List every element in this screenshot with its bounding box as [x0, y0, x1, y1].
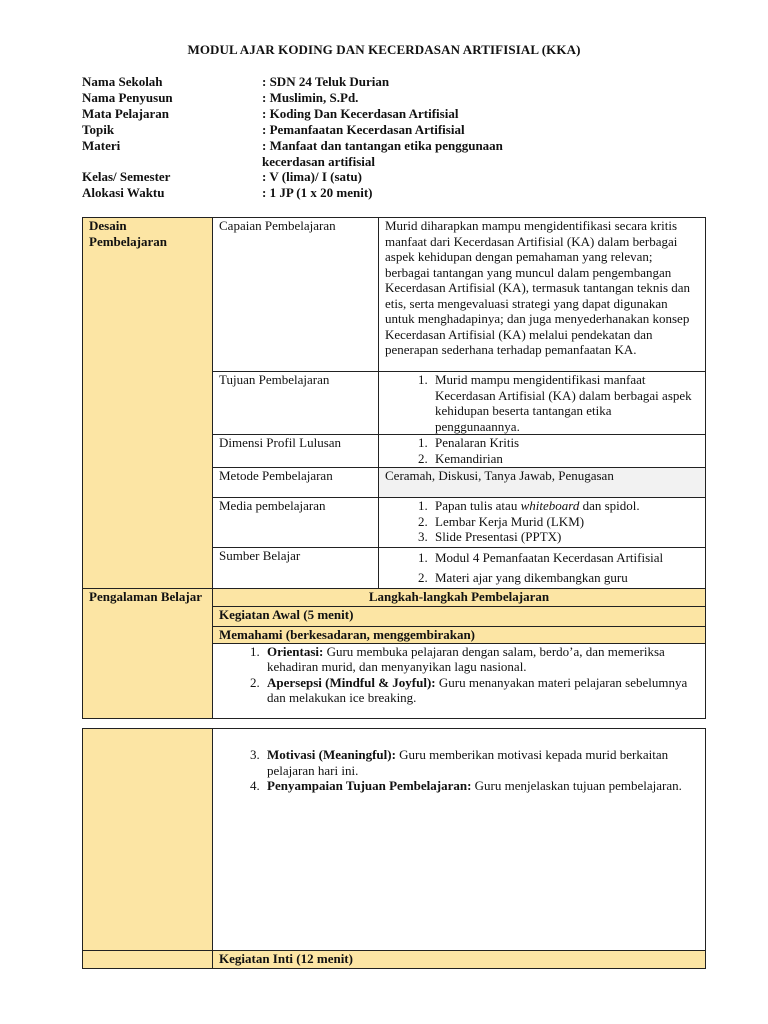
media-text-italic: whiteboard — [520, 498, 580, 513]
media-cell — [379, 498, 706, 548]
section-label-desain: Desain Pembelajaran — [83, 218, 213, 589]
tujuan-list — [385, 372, 699, 434]
info-value: : SDN 24 Teluk Durian — [262, 74, 390, 89]
side-label-continued — [83, 951, 213, 969]
kegiatan-awal-steps — [213, 643, 706, 718]
row-label-tujuan: Tujuan Pembelajaran — [213, 372, 379, 435]
list-item: 1. Murid mampu mengidentifikasi manfaat Kecerdasan Artifisial (KA) dalam berbagai aspek kehidupan beserta tantangan etika penggunaannya. — [431, 372, 699, 434]
info-key: Mata Pelajaran — [82, 106, 170, 121]
step-title: Penyampaian Tujuan Pembelajaran: — [267, 778, 472, 793]
info-value: : 1 JP (1 x 20 menit) — [262, 185, 373, 200]
row-label-media: Media pembelajaran — [213, 498, 379, 548]
section-label-pengalaman: Pengalaman Belajar — [83, 589, 213, 719]
side-label-continued — [83, 729, 213, 951]
media-text: Papan tulis atau — [435, 498, 521, 513]
dimensi-cell — [379, 435, 706, 468]
list-item: 2. Lembar Kerja Murid (LKM) — [431, 514, 699, 530]
info-value: : Manfaat dan tantangan etika penggunaan kecerdasan artifisial — [262, 138, 503, 169]
media-list — [385, 498, 699, 545]
list-item — [263, 675, 699, 706]
list-item — [263, 644, 699, 675]
step-title: Apersepsi (Mindful & Joyful): — [267, 674, 436, 690]
info-value: : Pemanfaatan Kecerdasan Artifisial — [262, 122, 465, 137]
list-item: 2. Materi ajar yang dikembangkan guru — [431, 568, 699, 588]
info-value: : Muslimin, S.Pd. — [262, 90, 359, 105]
media-text: dan spidol. — [579, 498, 640, 513]
list-item: 1. Modul 4 Pemanfaatan Kecerdasan Artifisial — [431, 548, 699, 568]
list-item — [263, 778, 699, 794]
step-title: Orientasi: — [267, 643, 324, 659]
info-key: Nama Sekolah — [82, 74, 163, 89]
steps-list — [219, 644, 699, 706]
info-key: Topik — [82, 122, 115, 137]
kegiatan-awal-steps-continued — [213, 729, 706, 951]
row-label-metode: Metode Pembelajaran — [213, 468, 379, 498]
info-key: Alokasi Waktu — [82, 185, 165, 200]
sumber-list — [385, 548, 699, 588]
step-text: Guru memberikan motivasi kepada murid berkaitan pelajaran hari ini. — [267, 747, 669, 778]
step-text: Guru menanyakan materi pelajaran sebelumnya dan melakukan ice breaking. — [267, 674, 688, 705]
row-label-capaian: Capaian Pembelajaran — [213, 218, 379, 372]
step-text: Guru membuka pelajaran dengan salam, berdo’a, dan memeriksa kehadiran murid, dan menyanyikan lagu nasional. — [267, 643, 665, 674]
module-table — [82, 217, 706, 719]
list-item: 2. Kemandirian — [431, 451, 699, 467]
step-title: Motivasi (Meaningful): — [267, 747, 396, 762]
document-title: MODUL AJAR KODING DAN KECERDASAN ARTIFISIAL (KKA) — [187, 42, 581, 57]
kegiatan-inti-header: Kegiatan Inti (12 menit) — [213, 951, 706, 969]
step-text: Guru menjelaskan tujuan pembelajaran. — [471, 778, 682, 793]
kegiatan-awal-header: Kegiatan Awal (5 menit) — [213, 607, 706, 627]
info-key: Nama Penyusun — [82, 90, 173, 105]
list-item — [263, 747, 699, 778]
list-item — [431, 498, 699, 514]
steps-list — [219, 747, 699, 794]
list-item: 3. Slide Presentasi (PPTX) — [431, 529, 699, 545]
info-key: Kelas/ Semester — [82, 169, 171, 184]
tujuan-cell — [379, 372, 706, 435]
info-value: : Koding Dan Kecerdasan Artifisial — [262, 106, 459, 121]
row-label-dimensi: Dimensi Profil Lulusan — [213, 435, 379, 468]
module-table-page2 — [82, 728, 706, 969]
memahami-header: Memahami (berkesadaran, menggembirakan) — [213, 627, 706, 644]
info-key: Materi — [82, 138, 121, 153]
dimensi-list — [385, 435, 699, 466]
list-item: 1. Penalaran Kritis — [431, 435, 699, 451]
info-value: : V (lima)/ I (satu) — [262, 169, 362, 184]
sumber-cell — [379, 548, 706, 589]
metode-text: Ceramah, Diskusi, Tanya Jawab, Penugasan — [379, 468, 706, 498]
langkah-header: Langkah-langkah Pembelajaran — [213, 589, 706, 607]
row-label-sumber: Sumber Belajar — [213, 548, 379, 589]
capaian-text: Murid diharapkan mampu mengidentifikasi secara kritis manfaat dari Kecerdasan Artifisial (KA) dalam berbagai aspek kehidupan dengan pemahaman yang relevan; berbagai tantangan yang muncul dalam pengembangan Kecerdasan Artifisial (KA), termasuk tantangan teknis dan etis, serta mengevaluasi strategi yang dapat digunakan untuk menghadapinya; dan juga menyederhanakan konsep Kecerdasan Artifisial (KA) melalui pendekatan dan penerapan sederhana terhadap pemanfaatan KA. — [379, 218, 706, 372]
